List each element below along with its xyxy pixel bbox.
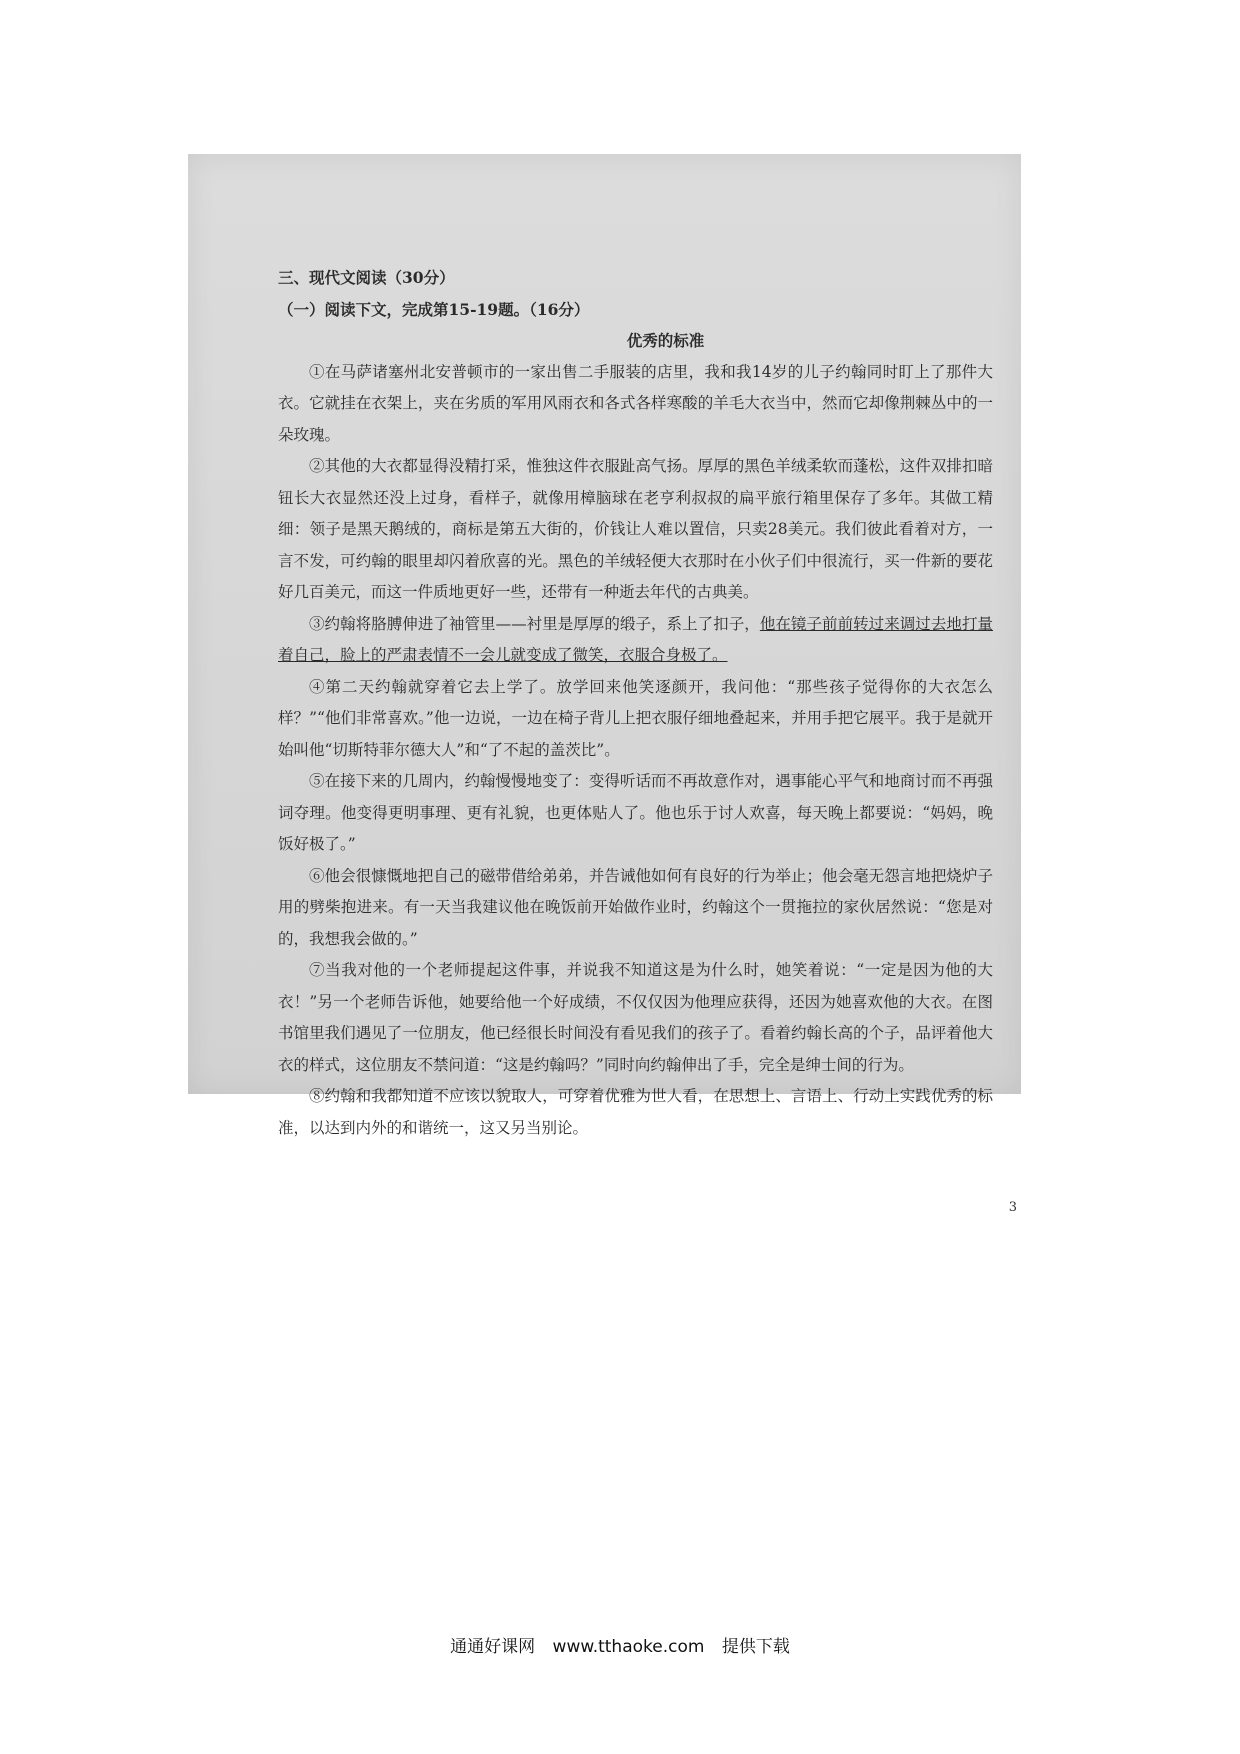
paragraph-3 bbox=[278, 609, 993, 672]
question-instruction: （一）阅读下文，完成第15-19题。（16分） bbox=[278, 299, 590, 319]
paragraph-4: ④第二天约翰就穿着它去上学了。放学回来他笑逐颜开，我问他：“那些孩子觉得你的大衣怎么样？”“他们非常喜欢。”他一边说，一边在椅子背儿上把衣服仔细地叠起来，并用手把它展平。我于是就开始叫他“切斯特菲尔德大人”和“了不起的盖茨比”。 bbox=[278, 677, 993, 759]
footer-suffix: 提供下载 bbox=[721, 1637, 790, 1657]
reading-section bbox=[278, 262, 993, 1144]
paragraph-8: ⑧约翰和我都知道不应该以貌取人，可穿着优雅为世人看，在思想上、言语上、行动上实践优秀的标准，以达到内外的和谐统一，这又另当别论。 bbox=[278, 1087, 993, 1137]
footer-url: www.tthaoke.com bbox=[552, 1637, 705, 1657]
page-number: 3 bbox=[1008, 1200, 1017, 1215]
paragraph-2: ②其他的大衣都显得没精打采，惟独这件衣服趾高气扬。厚厚的黑色羊绒柔软而蓬松，这件双排扣暗钮长大衣显然还没上过身，看样子，就像用樟脑球在老亨利叔叔的扁平旅行箱里保存了多年。其做工精细：领子是黑天鹅绒的，商标是第五大街的，价钱让人难以置信，只卖28美元。我们彼此看着对方，一言不发，可约翰的眼里却闪着欣喜的光。黑色的羊绒轻便大衣那时在小伙子们中很流行，买一件新的要花好几百美元，而这一件质地更好一些，还带有一种逝去年代的古典美。 bbox=[278, 457, 993, 601]
paragraph-5: ⑤在接下来的几周内，约翰慢慢地变了：变得听话而不再故意作对，遇事能心平气和地商讨而不再强词夺理。他变得更明事理、更有礼貌，也更体贴人了。他也乐于讨人欢喜，每天晚上都要说：“妈妈，晚饭好极了。” bbox=[278, 772, 993, 853]
section-title: 三、现代文阅读（30分） bbox=[278, 268, 455, 287]
paragraph-6: ⑥他会很慷慨地把自己的磁带借给弟弟，并告诫他如何有良好的行为举止；他会毫无怨言地把烧炉子用的劈柴抱进来。有一天当我建议他在晚饭前开始做作业时，约翰这个一贯拖拉的家伙居然说：“您是对的，我想我会做的。” bbox=[278, 866, 993, 948]
scanned-page bbox=[188, 154, 1021, 1215]
footer-site-name: 通通好课网 bbox=[450, 1637, 536, 1657]
paragraph-1: ①在马萨诸塞州北安普顿市的一家出售二手服装的店里，我和我14岁的儿子约翰同时盯上了那件大衣。它就挂在衣架上，夹在劣质的军用风雨衣和各式各样寒酸的羊毛大衣当中，然而它却像荆棘丛中的一朵玫瑰。 bbox=[278, 362, 993, 444]
paragraph-3-text: ③约翰将胳膊伸进了袖管里——衬里是厚厚的缎子，系上了扣子， bbox=[309, 614, 760, 633]
paragraph-3-underlined-sentence: 他在镜子前前转过来调过去地打量着自己，脸上的严肃表情不一会儿就变成了微笑，衣服合身极了。 bbox=[278, 614, 993, 664]
footer bbox=[0, 1632, 1240, 1657]
paragraph-7: ⑦当我对他的一个老师提起这件事，并说我不知道这是为什么时，她笑着说：“一定是因为他的大衣！”另一个老师告诉他，她要给他一个好成绩，不仅仅因为他理应获得，还因为她喜欢他的大衣。在图书馆里我们遇见了一位朋友，他已经很长时间没有看见我们的孩子了。看着约翰长高的个子，品评着他大衣的样式，这位朋友不禁问道：“这是约翰吗？”同时向约翰伸出了手，完全是绅士间的行为。 bbox=[278, 961, 993, 1074]
article-title: 优秀的标准 bbox=[626, 331, 705, 350]
